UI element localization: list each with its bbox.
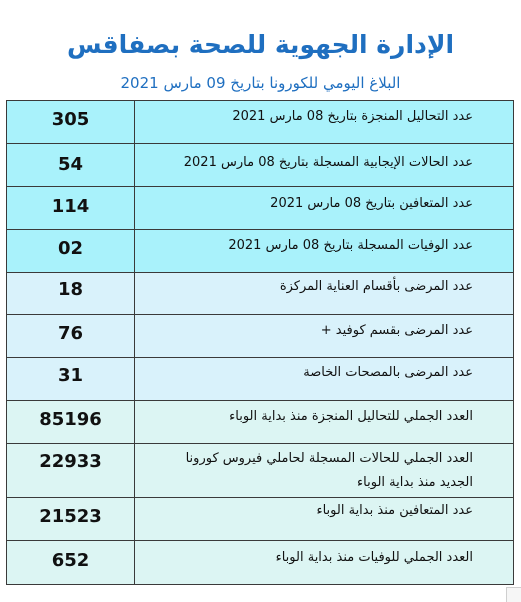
table-row — [7, 230, 514, 273]
table-row — [7, 498, 514, 541]
table-row — [7, 187, 514, 230]
row-label: العدد الجملي للتحاليل المنجزة منذ بداية الوباء — [135, 401, 514, 443]
row-value: 21523 — [7, 498, 135, 540]
row-label: العدد الجملي للحالات المسجلة لحاملي فيروس كورونا الجديد منذ بداية الوباء — [135, 444, 514, 497]
row-value: 02 — [7, 230, 135, 272]
row-label: عدد الوفيات المسجلة بتاريخ 08 مارس 2021 — [135, 230, 514, 272]
table-row — [7, 401, 514, 444]
table-row — [7, 444, 514, 498]
page-subtitle: البلاغ اليومي للكورونا بتاريخ 09 مارس 2021 — [120, 74, 401, 92]
statistics-table — [6, 100, 514, 585]
table-row — [7, 101, 514, 144]
row-value: 305 — [7, 101, 135, 143]
row-value: 76 — [7, 315, 135, 357]
row-value: 652 — [7, 541, 135, 584]
table-row — [7, 315, 514, 358]
table-row — [7, 541, 514, 585]
row-label: عدد المرضى بقسم كوفيد + — [135, 315, 514, 357]
table-row — [7, 358, 514, 401]
page-title: الإدارة الجهوية للصحة بصفاقس — [66, 30, 455, 59]
resize-handle[interactable] — [506, 587, 521, 602]
row-label: عدد المرضى بأقسام العناية المركزة — [135, 273, 514, 314]
table-row — [7, 273, 514, 315]
row-value: 114 — [7, 187, 135, 229]
row-label: العدد الجملي للوفيات منذ بداية الوباء — [135, 541, 514, 584]
table-row — [7, 144, 514, 187]
row-value: 22933 — [7, 444, 135, 497]
row-value: 31 — [7, 358, 135, 400]
row-label: عدد المتعافين بتاريخ 08 مارس 2021 — [135, 187, 514, 229]
row-value: 18 — [7, 273, 135, 314]
row-value: 54 — [7, 144, 135, 186]
row-value: 85196 — [7, 401, 135, 443]
row-label: عدد التحاليل المنجزة بتاريخ 08 مارس 2021 — [135, 101, 514, 143]
row-label: عدد المرضى بالمصحات الخاصة — [135, 358, 514, 400]
row-label: عدد المتعافين منذ بداية الوباء — [135, 498, 514, 540]
row-label: عدد الحالات الإيجابية المسجلة بتاريخ 08 مارس 2021 — [135, 144, 514, 186]
